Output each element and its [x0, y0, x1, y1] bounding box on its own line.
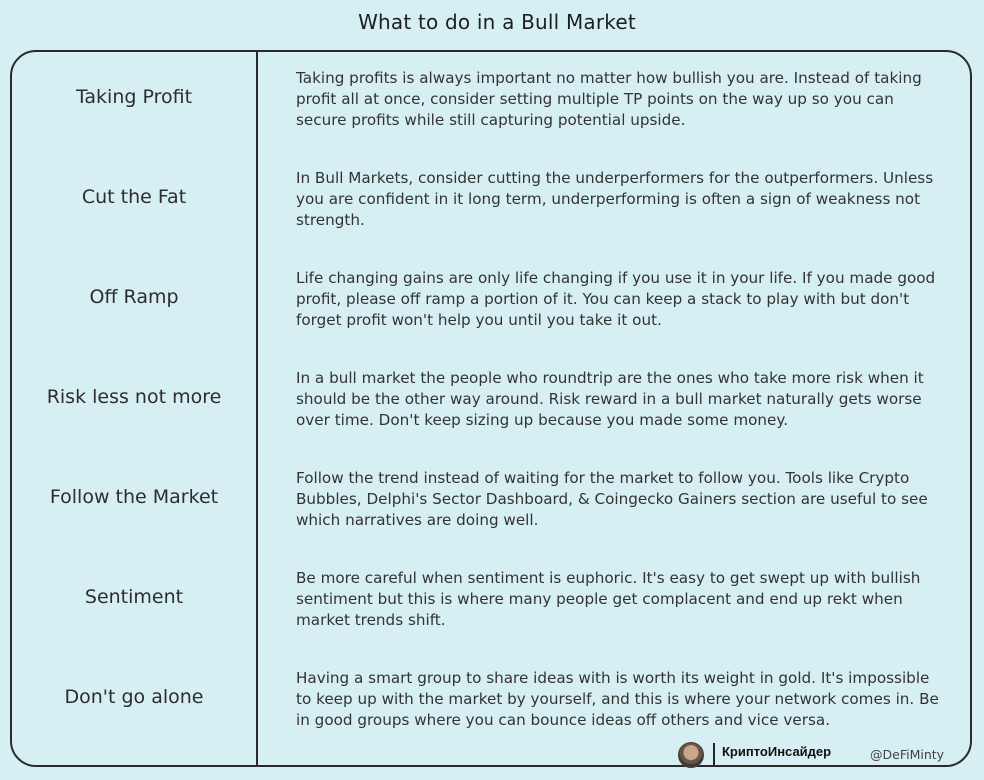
footer-watermark: [678, 740, 968, 768]
table-row: [0, 250, 984, 350]
row-description: Life changing gains are only life changing if you use it in your life. If you made good profit, please off ramp a portion of it. You can keep a stack to play with but don't forget profit won't help you until you take it out.: [296, 269, 936, 329]
row-description: Taking profits is always important no matter how bullish you are. Instead of taking profit all at once, consider setting multiple TP points on the way up so you can secure profits while still capturing potential upside.: [296, 69, 922, 129]
row-label: Off Ramp: [89, 286, 179, 308]
row-description: Having a smart group to share ideas with is worth its weight in gold. It's impossible to keep up with the market by yourself, and this is where your network comes in. Be in good groups where you can bounce ideas off others and vice versa.: [296, 669, 939, 729]
row-description: Follow the trend instead of waiting for the market to follow you. Tools like Crypto Bubbles, Delphi's Sector Dashboard, & Coingecko Gainers section are useful to see which narratives are doing well.: [296, 469, 928, 529]
row-label: Cut the Fat: [81, 186, 187, 208]
channel-name: КриптоИнсайдер: [722, 744, 832, 759]
row-description: Be more careful when sentiment is euphoric. It's easy to get swept up with bullish sentiment but this is where many people get complacent and end up rekt when market trends shift.: [296, 569, 921, 629]
page-title: What to do in a Bull Market: [358, 10, 636, 34]
row-description: In a bull market the people who roundtrip are the ones who take more risk when it should be the other way around. Risk reward in a bull market naturally gets worse over time. Don't keep sizing up because you made some money.: [296, 369, 924, 429]
author-handle: @DeFiMinty: [870, 747, 945, 762]
table-row: [0, 550, 984, 650]
table-row: [0, 350, 984, 450]
row-label: Sentiment: [84, 586, 184, 608]
row-label: Taking Profit: [75, 86, 193, 108]
row-label: Follow the Market: [49, 486, 219, 508]
row-label: Don't go alone: [64, 686, 204, 708]
footer-separator: [713, 743, 715, 765]
table-row: [0, 450, 984, 550]
table-row: [0, 150, 984, 250]
avatar: [678, 742, 704, 768]
row-description: In Bull Markets, consider cutting the underperformers for the outperformers. Unless you are confident in it long term, underperforming is often a sign of weakness not strength.: [296, 169, 934, 229]
table-row: [0, 50, 984, 150]
row-label: Risk less not more: [46, 386, 222, 408]
table-row: [0, 650, 984, 750]
